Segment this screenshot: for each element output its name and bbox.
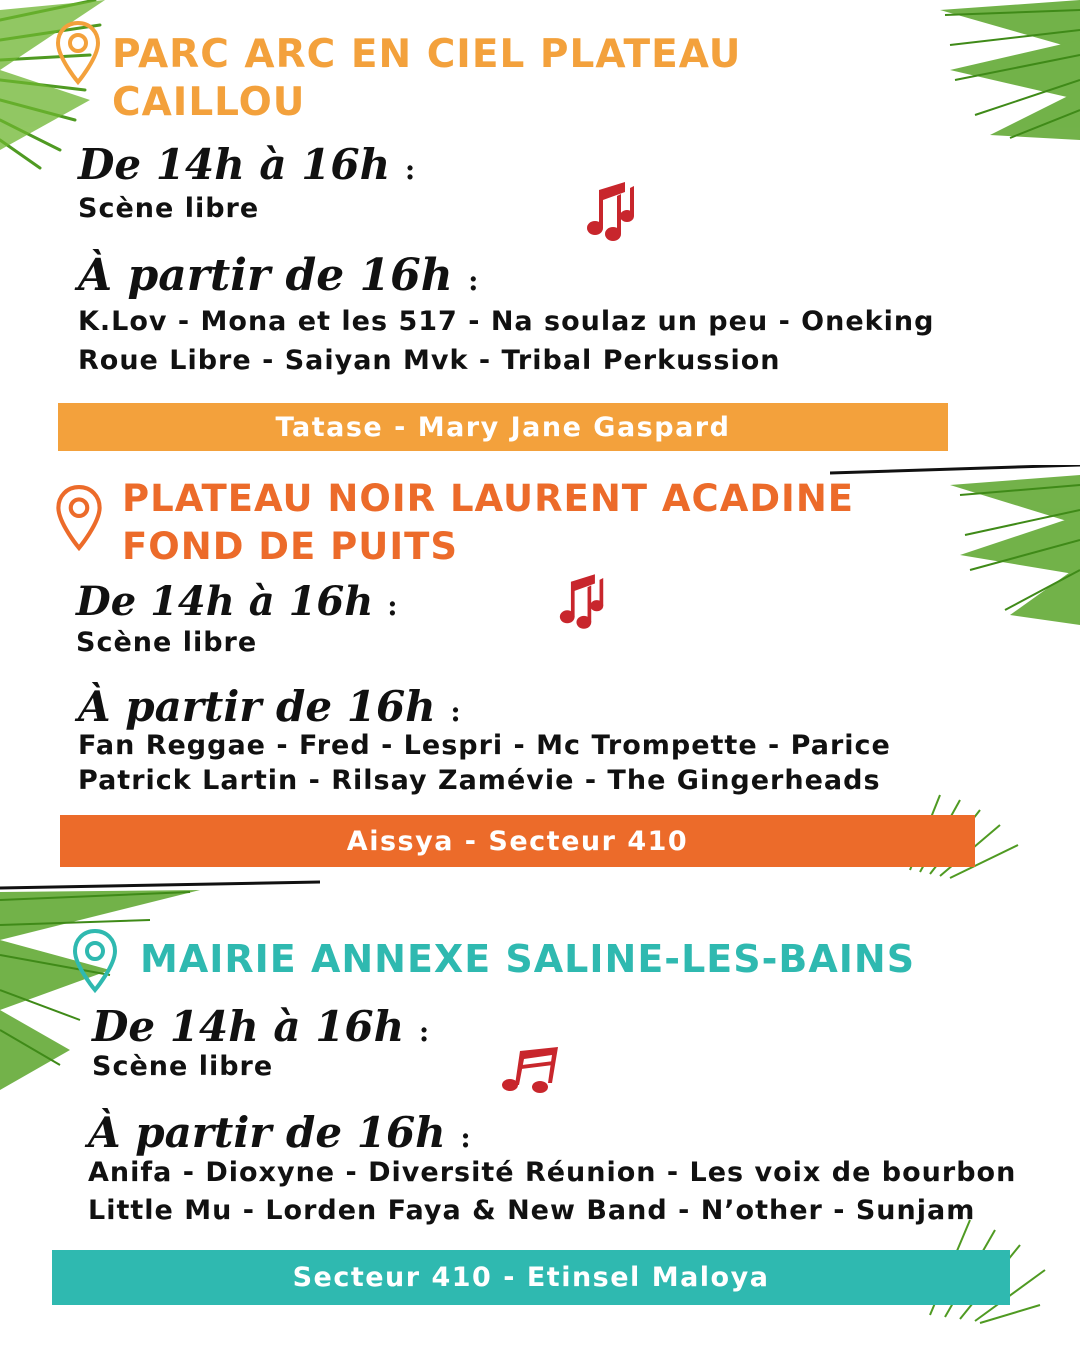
slot-time: À partir de 16h <box>78 250 453 301</box>
music-notes-icon <box>585 180 637 244</box>
banner-label: Aissya - Secteur 410 <box>346 825 689 857</box>
venue-title-line1: PARC ARC EN CIEL PLATEAU <box>112 32 742 77</box>
slot-time: De 14h à 16h <box>78 140 391 189</box>
palm-leaf-top-right <box>930 0 1080 140</box>
slot-time: De 14h à 16h <box>76 578 374 625</box>
slot-time: De 14h à 16h <box>92 1002 405 1051</box>
banner-label: Secteur 410 - Etinsel Maloya <box>292 1262 770 1293</box>
location-pin-icon <box>72 928 118 994</box>
lineup-line: Patrick Lartin - Rilsay Zamévie - The Gingerheads <box>78 765 881 796</box>
palm-leaf-mid-right <box>830 465 1080 625</box>
featured-artists-banner <box>52 1250 1010 1305</box>
music-notes-icon <box>558 572 606 632</box>
venue-title-line2: CAILLOU <box>112 80 306 125</box>
slot-description: Scène libre <box>76 627 258 658</box>
slot-time: À partir de 16h <box>88 1108 446 1157</box>
venue-title-line1: MAIRIE ANNEXE SALINE-LES-BAINS <box>140 937 916 981</box>
lineup-line: Anifa - Dioxyne - Diversité Réunion - Les voix de bourbon <box>88 1157 1017 1188</box>
slot-heading: De 14h à 16h : <box>92 1002 430 1051</box>
slot-description: Scène libre <box>78 193 260 224</box>
venue-title <box>122 475 854 571</box>
slot-heading: À partir de 16h : <box>88 1108 471 1157</box>
venue-title-line2: FOND DE PUITS <box>122 525 458 568</box>
featured-artists-banner <box>58 403 948 451</box>
venue-title <box>112 31 741 127</box>
slot-heading: De 14h à 16h : <box>78 140 416 189</box>
lineup-line: Fan Reggae - Fred - Lespri - Mc Trompette - Parice <box>78 730 891 761</box>
slot-heading: De 14h à 16h : <box>76 578 398 625</box>
slot-description: Scène libre <box>92 1051 274 1082</box>
slot-heading: À partir de 16h : <box>78 682 461 731</box>
featured-artists-banner <box>60 815 975 867</box>
venue-title <box>140 935 915 983</box>
location-pin-icon <box>55 484 103 552</box>
slot-heading: À partir de 16h : <box>78 250 479 301</box>
lineup-line: Roue Libre - Saiyan Mvk - Tribal Perkussion <box>78 345 781 376</box>
lineup-line: K.Lov - Mona et les 517 - Na soulaz un peu - Oneking <box>78 306 935 337</box>
music-note-icon <box>500 1045 560 1095</box>
location-pin-icon <box>55 20 101 86</box>
venue-title-line1: PLATEAU NOIR LAURENT ACADINE <box>122 477 855 520</box>
slot-time: À partir de 16h <box>78 682 436 731</box>
lineup-line: Little Mu - Lorden Faya & New Band - N’other - Sunjam <box>88 1195 976 1226</box>
banner-label: Tatase - Mary Jane Gaspard <box>275 411 731 443</box>
